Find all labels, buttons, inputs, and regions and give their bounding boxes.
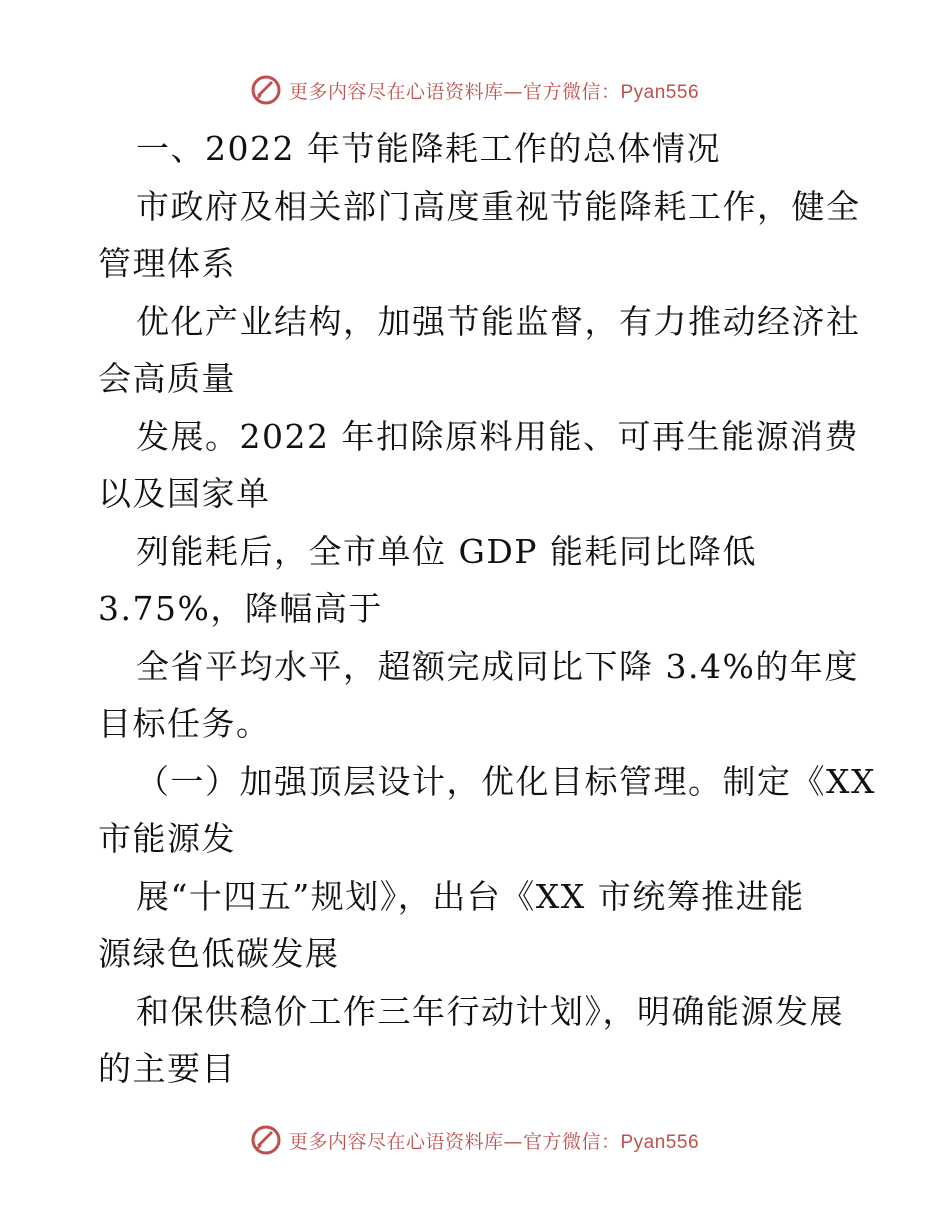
section-heading: 一、2022 年节能降耗工作的总体情况 (136, 129, 721, 168)
document-body (98, 120, 876, 1098)
quill-logo-icon (251, 75, 281, 105)
paragraph-line: 优化产业结构，加强节能监督，有力推动经济社 (136, 301, 861, 341)
paragraph-line: 目标任务。 (98, 704, 271, 743)
watermark-text: 更多内容尽在心语资料库—官方微信：Pyan556 (288, 1130, 700, 1153)
footer-watermark (0, 1120, 950, 1160)
watermark-text: 更多内容尽在心语资料库—官方微信：Pyan556 (288, 80, 700, 103)
paragraph-line: 3.75%，降幅高于 (98, 589, 383, 628)
paragraph-line: 发展。2022 年扣除原料用能、可再生能源消费 (136, 416, 859, 456)
paragraph-line: 和保供稳价工作三年行动计划》，明确能源发展 (136, 991, 844, 1031)
paragraph-line: 会高质量 (98, 359, 236, 398)
paragraph-line: 管理体系 (98, 244, 236, 283)
paragraph-line: 市能源发 (98, 819, 236, 858)
paragraph-line: 市政府及相关部门高度重视节能降耗工作，健全 (136, 186, 861, 226)
paragraph-line: 源绿色低碳发展 (98, 934, 340, 973)
quill-logo-icon (251, 1125, 281, 1155)
paragraph-line: 的主要目 (98, 1049, 236, 1088)
header-watermark (0, 70, 950, 110)
subsection-heading: （一）加强顶层设计，优化目标管理。制定《XX (136, 761, 876, 801)
paragraph-line: 以及国家单 (98, 474, 271, 513)
paragraph-line: 列能耗后，全市单位 GDP 能耗同比降低 (136, 531, 758, 571)
paragraph-line: 全省平均水平，超额完成同比下降 3.4%的年度 (136, 646, 859, 686)
paragraph-line: 展“十四五”规划》，出台《XX 市统筹推进能 (136, 876, 805, 916)
